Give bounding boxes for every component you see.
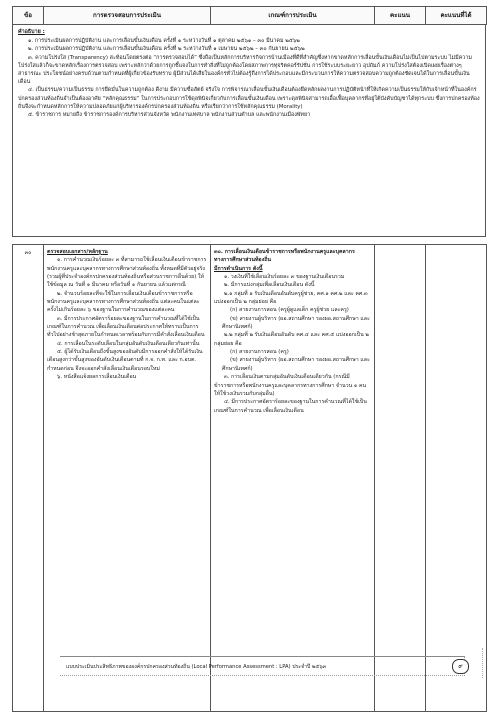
- exam-item-1: ๑. การคำนวณเงินร้อยละ ๓ ที่สามารถใช้เลื่อนเงินเดือนข้าราชการ พนักงานครูและบุคลากรทางการศึกษาส่วนท้องถิ่น ทั้งหมดที่มีตัวอยู่จริง (รวมผู้ที่ประจำองค์กรปกครองส่วนท้องถิ่นหรือส่วนราชการอื่นด้วย) ให้ใช้ข้อมูล ณ วันที่ ๑ มีนาคม หรือวันที่ ๑ กันยายน แล้วแต่กรณี: [47, 257, 207, 289]
- exam-item-3: ๓. มีการประกาศอัตราร้อยละของฐานในการคำนวณที่ได้ใช้เป็นเกณฑ์ในการคำนวณ เพื่อเลื่อนเงินเดือนต่อประกาศให้ทราบเป็นการทั่วไปอย่างช้าสุดภายในกำหนดเวลาพร้อมกับการมีคำสั่งเลื่อนเงินเดือน: [47, 315, 205, 339]
- footer-bar: [60, 656, 465, 676]
- header-row: [13, 7, 487, 25]
- criteria-item-7: (ก) สายงานการสอน (ครู): [230, 349, 289, 356]
- exam-item-4: ๔. การเลื่อนในระดับเลื่อนในกลุ่มอันดับเงินเดือนเดียวกันเท่านั้น: [57, 340, 200, 347]
- explanation-title: คำอธิบาย :: [18, 29, 45, 35]
- criteria-cell: [211, 245, 375, 712]
- gained-cell: [426, 245, 487, 712]
- explanation-item-2: ๒. การประเมินผลการปฏิบัติงาน และการเลื่อนขั้นเงินเดือน ครั้งที่ ๒ ระหว่างวันที่ ๑ เมษายน ๒๕๖๒ – ๓๐ กันยายน ๒๕๖๒: [28, 46, 305, 53]
- header-exam: การตรวจสอบการประเมิน: [44, 7, 211, 25]
- exam-title: ตรวจสอบเอกสาร/หลักฐาน: [47, 249, 108, 255]
- criteria-item-5: (ข) สายงานผู้บริหาร (ผอ.สถานศึกษา รองผอ.สถานศึกษา และศึกษานิเทศก์): [222, 315, 370, 331]
- criteria-item-3: ๒.๑ กลุ่มที่ ๑ รับเงินเดือนอันดับครูผู้ช่วย, คศ.๑ คศ.๒ และ คศ.๓ แบ่งออกเป็น ๒ กลุ่มย่อย คือ: [214, 290, 368, 306]
- document-page: [12, 6, 486, 712]
- page-number-badge: ๙: [452, 659, 469, 674]
- assessment-table: [12, 244, 487, 712]
- exam-item-6: ๖. หนังสือแจ้งผลการเลื่อนเงินเดือน: [57, 374, 137, 381]
- page-edge-line: [476, 648, 483, 678]
- header-table: [12, 6, 487, 25]
- criteria-title: ๓๐. การเลื่อนเงินเดือนข้าราชการหรือพนักงานครูและบุคลากรทางการศึกษาส่วนท้องถิ่น: [214, 249, 355, 264]
- criteria-item-2: ๒. มีการแบ่งกลุ่มเพื่อเลื่อนเงินเดือน ดังนี้: [224, 282, 315, 289]
- criteria-item-9: ๓. การเลื่อนเงินตามกลุ่มอันดับเงินเดือนเดียวกัน (กรณีมีข้าราชการหรือพนักงานครูและบุคลากรทางการศึกษา จำนวน ๑ คน ให้ใช้วงเงินรวมกับกลุ่มอื่น): [214, 374, 367, 397]
- header-score: คะแนน: [375, 7, 426, 25]
- criteria-subtitle: มีการดำเนินการ ดังนี้: [214, 265, 263, 272]
- criteria-item-8: (ข) สายงานผู้บริหาร (ผอ.สถานศึกษา รองผอ.สถานศึกษา และศึกษานิเทศก์): [222, 357, 370, 372]
- explanation-item-4: ๔. เป็นธรรม/ความเป็นธรรม การยึดมั่นในความถูกต้อง ดีงาม มีความซื่อสัตย์ จริงใจ การพิจารณาเลื่อนขั้นเงินเดือนต้องยึดหลักผลงานการปฏิบัติหน้าที่ให้เกิดความเป็นธรรมให้กับเจ้าหน้าที่ในองค์กรปกครองส่วนท้องถิ่นจำเป็นต้องอาศัย “หลักคุณธรรม” ในการประกอบการใช้ดุลพินิจเกี่ยวกับการเลื่อนขั้นเงินเดือน เพราะดุลพินิจสามารถเอื้อเฟื้อบุคลากรที่อยู่ใต้บังคับบัญชาได้ทุกระบบ ซึ่งการปกครองท้องถิ่นจึงจะกำหนดหลักการให้ความปลอดภัยแก่ผู้บริหารองค์กรปกครองส่วนท้องถิ่น หรือเรียกว่าการใช้หลักคุณธรรม (Morality): [18, 87, 480, 110]
- explanation-item-1: ๑. การประเมินผลการปฏิบัติงาน และการเลื่อนขั้นเงินเดือน ครั้งที่ ๑ ระหว่างวันที่ ๑ ตุลาคม ๒๕๖๑ – ๓๐ มีนาคม ๒๕๖๒: [28, 38, 300, 45]
- exam-cell: [44, 245, 211, 712]
- row-number: ๓๐: [13, 245, 44, 712]
- assessment-row: [13, 245, 487, 712]
- explanation-item-5: ๕. ข้าราชการ หมายถึง ข้าราชการองค์การบริหารส่วนจังหวัด พนักงานเทศบาล พนักงานส่วนตำบล และพนักงานเมืองพัทยา: [28, 112, 311, 119]
- criteria-item-1: ๑. วงเงินที่ใช้เลื่อนเงินร้อยละ ๓ ของฐานเงินเดือนรวม: [224, 274, 345, 281]
- header-no: ข้อ: [13, 7, 44, 25]
- criteria-item-4: (ก) สายงานการสอน (ครูผู้ดูแลเด็ก ครูผู้ช่วย และครู): [230, 307, 349, 314]
- explanation-box: [12, 25, 486, 237]
- exam-item-5: ๕. ผู้ได้รับเงินเดือนถึงขั้นสูงของอันดับมีการออกคำสั่งให้ได้รับเงินเดือนสูงกว่าขั้นสูงของอันดับเงินเดือนตามที่ ก.จ. ก.ท. และ ก.อบต. กำหนดก่อน จึงจะออกคำสั่งเลื่อนเงินเดือนรอบใหม่: [47, 349, 203, 372]
- header-criteria: เกณฑ์การประเมิน: [211, 7, 375, 25]
- header-gained: คะแนนที่ได้: [426, 7, 487, 25]
- footer-text: แบบประเมินประสิทธิภาพขององค์กรปกครองส่วนท้องถิ่น (Local Performance Assessment : LPA) ประจำปี ๒๕๖๓: [66, 664, 327, 670]
- criteria-item-10: ๔. มีการประกาศอัตราร้อยละของฐานในการคำนวณที่ได้ใช้เป็นเกณฑ์ในการคำนวณ เพื่อเลื่อนเงินเดือน: [214, 399, 367, 414]
- explanation-item-3: ๓. ความโปร่งใส (Transparency) สะท้อนโดยตรงต่อ “การตรวจสอบได้” ซึ่งถือเป็นหลักการบริหารกิจการบ้านเมืองที่ดีที่สำคัญซึ่งหากขาดหลักการเลื่อนขั้นเงินเดือนไม่เป็นไปตามระบบ ไม่มีความโปร่งใสแล้วก็จะขาดหลักเรื่องการตรวจสอบ เพราะหลักว่าด้วยการถูกชี้แจงในการทำสิ่งที่ไม่ถูกต้องโดยสภาพการทุจริตคอร์รัปชั่น การใช้ระบบระยะยาว อุปถัมภ์ ความโปร่งใสต้องเปิดเผยเรื่องต่างๆ สาธารณะ ประโยชน์อย่างครบถ้วนตามกำหนดที่ผู้เกี่ยวข้องรับทราบ ผู้มีส่วนได้เสียในองค์กรทั่วไปต้องรู้ถึงการได้ประกอบและมีกระบวนการให้ความตรวจสอบความถูกต้องชัดเจนได้ในการเลื่อนขั้นเงินเดือน: [18, 54, 472, 86]
- score-cell: [375, 245, 426, 712]
- criteria-item-6: ๒.๒ กลุ่มที่ ๒ รับเงินเดือนอันดับ คศ.๔ และ คศ.๕ แบ่งออกเป็น ๒ กลุ่มย่อย คือ: [214, 332, 369, 347]
- exam-item-2: ๒. จำนวนร้อยละที่จะใช้ในการเลื่อนเงินเดือนข้าราชการหรือพนักงานครูและบุคลากรทางการศึกษาส่วนท้องถิ่น แต่ละคนในแต่ละครั้งไม่เกินร้อยละ ๖ ของฐานในการคำนวณของแต่ละคน: [47, 290, 200, 314]
